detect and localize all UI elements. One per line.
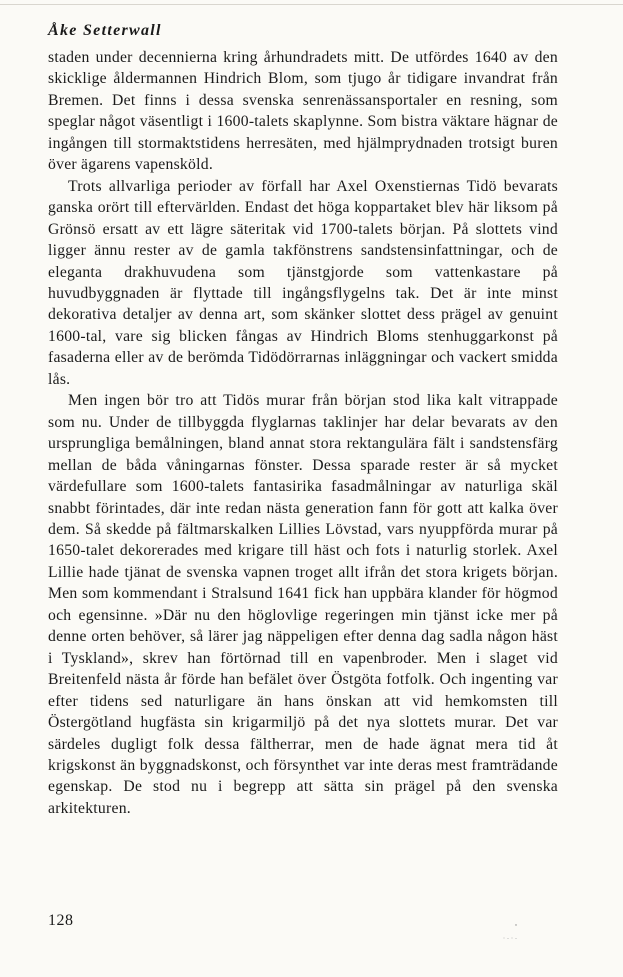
paragraph-2: Trots allvarliga perioder av förfall har Axel Oxenstiernas Tidö bevarats ganska orört till eftervärlden. Endast det höga koppartaket blev här liksom på Grönsö ersatt av ett lägre säteritak vid 1700-talets början. På slottets vind ligger ännu rester av de gamla takfönstrens sandstensinfattningar, och de eleganta drakhuvudena som tjänstgjorde som vattenkastare på huvudbyggnaden är flyttade till ingångsflygelns tak. Det är inte minst dekorativa detaljer av denna art, som skänker slottet dess prägel av genuint 1600-tal, vare sig blicken fångas av Hindrich Bloms stenhuggarkonst på fasaderna eller av de berömda Tidödörrarnas inläggningar och vackert smidda lås. [48,177,558,388]
page-top-edge [0,4,623,5]
running-head: Åke Setterwall [48,22,162,39]
body-text [48,47,558,819]
paragraph-1: staden under decennierna kring århundradets mitt. De utfördes 1640 av den skicklige åldermannen Hindrich Blom, som tjugo år tidigare invandrat från Bremen. Det finns i dessa svenska senrenässansportaler en resning, som speglar något väsentligt i 1600-talets skaplynne. Som bistra väktare hägnar de ingången till stormaktstidens herresäten, med hjälmprydnaden trotsigt buren över ägarens vapensköld. [48,49,558,174]
paragraph-3: Men ingen bör tro att Tidös murar från början stod lika kalt vitrappade som nu. Under de tillbyggda flyglarnas taklinjer har delar bevarats av den ursprungliga bemålningen, bland annat stora rektangulära fält i sandstensfärg mellan de båda våningarnas fönster. Dessa sparade rester är så mycket värdefullare som 1600-talets fantasirika fasadmålningar av naturliga skäl snabbt förintades, där inte redan nästa generation fann för gott att kalka över dem. Så skedde på fältmarskalken Lillies Lövstad, vars nyuppförda murar på 1650-talet dekorerades med krigare till häst och fots i naturlig storlek. Axel Lillie hade tjänat de svenska vapnen troget allt ifrån det stora krigets början. Men som kommendant i Stralsund 1641 fick han uppbära klander för högmod och egensinne. »Där nu den höglovlige regeringen min tjänst icke mer på denne orten behöver, så lärer jag näppeligen efter denna dag sadla någon häst i Tyskland», skrev han förtörnad till en vapenbroder. Men i slaget vid Breitenfeld nästa år förde han befälet över Östgöta fotfolk. Och ingenting var efter tidens sed naturligare än hans önskan att vid hemkomsten till Östergötland hugfästa sin krigarmiljö på det nya slottets murar. Det var särdeles dugligt folk dessa fältherrar, men de hade ägnat mera tid åt krigskonst än byggnadskonst, och försynthet var inte deras mest framträdande egenskap. De stod nu i begrepp att sätta sin prägel på den svenska arkitekturen. [48,392,558,817]
page-number: 128 [48,912,74,929]
scan-speck-mark [502,922,520,942]
